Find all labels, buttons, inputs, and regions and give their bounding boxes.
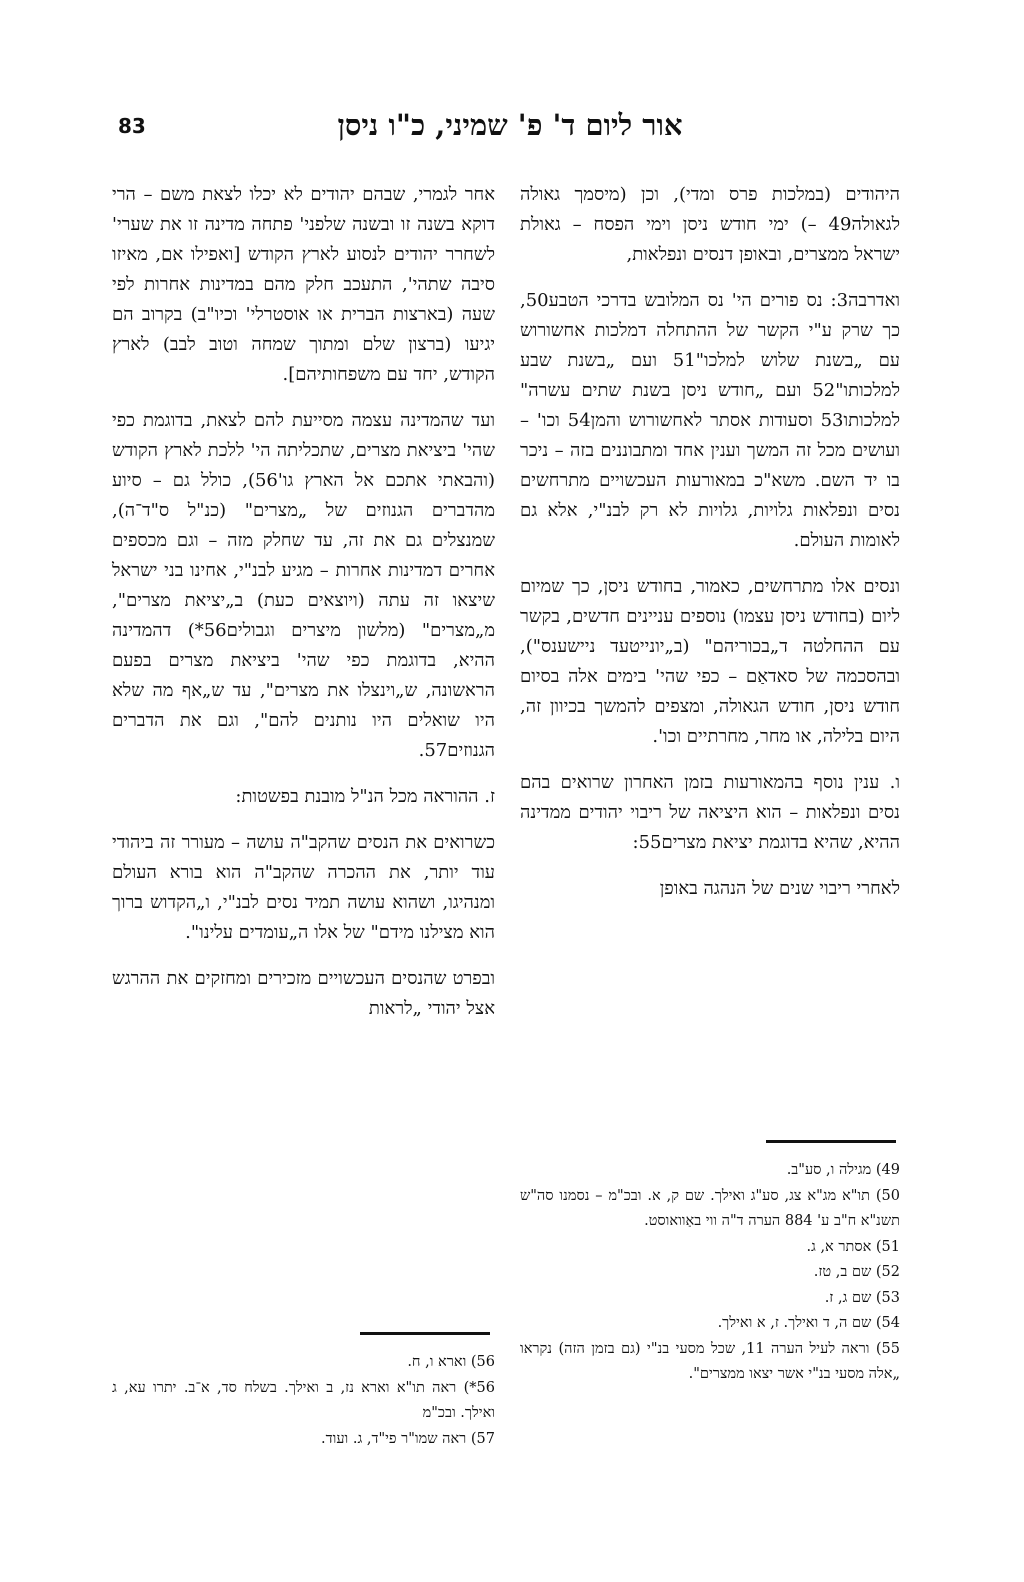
right-column (520, 180, 900, 920)
paragraph: ובפרט שהנסים העכשויים מזכירים ומחזקים את ההרגש אצל יהודי „לראות (112, 968, 495, 1019)
paragraph: ואדרבה3: נס פורים הי' נס המלובש בדרכי הטבע50, כך שרק ע"י הקשר של ההתחלה דמלכות אחשורוש עם „בשנת שלוש למלכו"51 ועם „בשנת שבע למלכותו"52 ועם „חודש ניסן בשנת שתים עשרה" למלכותו53 וסעודות אסתר לאחשורוש והמן54 וכו' – ועושים מכל זה המשך וענין אחד ומתבוננים בזה – ניכר בו יד השם. משא"כ במאורעות העכשויים מתרחשים נסים ונפלאות גלויות, גלויות לא רק לבנ"י, אלא גם לאומות העולם. (520, 290, 900, 551)
footnote: 52) שם ב, טז. (813, 1264, 900, 1280)
footnote: 54) שם ה, ד ואילך. ז, א ואילך. (717, 1315, 900, 1331)
left-column (112, 180, 495, 1040)
footnote: 49) מגילה ו, סע"ב. (786, 1162, 900, 1178)
paragraph: ו. ענין נוסף בהמאורעות בזמן האחרון שרואים בהם נסים ונפלאות – הוא היציאה של ריבוי יהודים ממדינה ההיא, שהיא בדוגמת יציאת מצרים55: (520, 772, 900, 853)
paragraph: היהודים (במלכות פרס ומדי), וכן (מיסמך גאולה לגאולה49 –) ימי חודש ניסן וימי הפסח – גאולת ישראל ממצרים, ובאופן דנסים ונפלאות, (520, 184, 900, 265)
footnotes-left (112, 1350, 495, 1452)
footnote-separator (766, 1140, 896, 1143)
page-number: 83 (118, 114, 146, 138)
paragraph: לאחרי ריבוי שנים של הנהגה באופן (659, 878, 900, 899)
paragraph: ונסים אלו מתרחשים, כאמור, בחודש ניסן, כך שמיום ליום (בחודש ניסן עצמו) נוספים עניינים חדשים, בקשר עם ההחלטה ד„בכוריהם" (ב„יונייטעד ניישענס"), ובהסכמה של סאדאַם – כפי שהי' בימים אלה בסיום חודש ניסן, חודש הגאולה, ומצפים להמשך בכיוון זה, היום בלילה, או מחר, מחרתיים וכו'. (520, 576, 900, 747)
footnote: 51) אסתר א, ג. (806, 1238, 900, 1255)
footnote: 56) וארא ו, ח. (407, 1354, 495, 1370)
footnote: 55) וראה לעיל הערה 11, שכל מסעי בנ"י (גם בזמן הזה) נקראו „אלה מסעי בנ"י אשר יצאו ממצרים". (520, 1340, 900, 1382)
footnote: 56*) ראה תו"א וארא נז, ב ואילך. בשלח סד, א־ב. יתרו עא, ג ואילך. ובכ"מ (112, 1379, 495, 1421)
paragraph: ועד שהמדינה עצמה מסייעת להם לצאת, בדוגמת כפי שהי' ביציאת מצרים, שתכליתה הי' ללכת לארץ הקודש (והבאתי אתכם אל הארץ גו'56), כולל גם – סיוע מהדברים הגנוזים של „מצרים" (כנ"ל ס"ד־ה), שמנצלים גם את זה, עד שחלק מזה – וגם מכספים אחרים דמדינות אחרות – מגיע לבנ"י, אחינו בני ישראל שיצאו זה עתה (ויוצאים כעת) ב„יציאת מצרים", מ„מצרים" (מלשון מיצרים וגבולים56*) דהמדינה ההיא, בדוגמת כפי שהי' ביציאת מצרים בפעם הראשונה, ש„וינצלו את מצרים", עד ש„אף מה שלא היו שואלים היו נותנים להם", וגם את הדברים הגנוזים57. (112, 410, 495, 761)
paragraph: ז. ההוראה מכל הנ"ל מובנת בפשטות: (235, 786, 495, 807)
paragraph: כשרואים את הנסים שהקב"ה עושה – מעורר זה ביהודי עוד יותר, את ההכרה שהקב"ה הוא בורא העולם ומנהיגו, ושהוא עושה תמיד נסים לבנ"י, ו„הקדוש ברוך הוא מצילנו מידם" של אלו ה„עומדים עלינו". (112, 832, 495, 943)
footnote-separator (360, 1332, 490, 1335)
footnote: 57) ראה שמו"ר פי"ד, ג. ועוד. (321, 1430, 495, 1447)
footnotes-right (520, 1158, 900, 1388)
footnote: 50) תו"א מג"א צג, סע"ג ואילך. שם ק, א. ובכ"מ – נסמנו סה"ש תשנ"א ח"ב ע' 884 הערה ד"ה ווי באַוואוסט. (520, 1187, 900, 1229)
footnote: 53) שם ג, ז. (824, 1289, 900, 1306)
running-title: אור ליום ד' פ' שמיני, כ"ו ניסן (337, 108, 683, 142)
paragraph: אחר לגמרי, שבהם יהודים לא יכלו לצאת משם – הרי דוקא בשנה זו ובשנה שלפני' פתחה מדינה זו את שערי' לשחרר יהודים לנסוע לארץ הקודש [ואפילו אם, מאיזו סיבה שתהי', התעכב חלק מהם במדינות אחרות לפי שעה (בארצות הברית או אוסטרלי' וכיו"ב) בקרוב הם יגיעו (ברצון שלם ומתוך שמחה וטוב לבב) לארץ הקודש, יחד עם משפחותיהם]. (112, 184, 495, 385)
